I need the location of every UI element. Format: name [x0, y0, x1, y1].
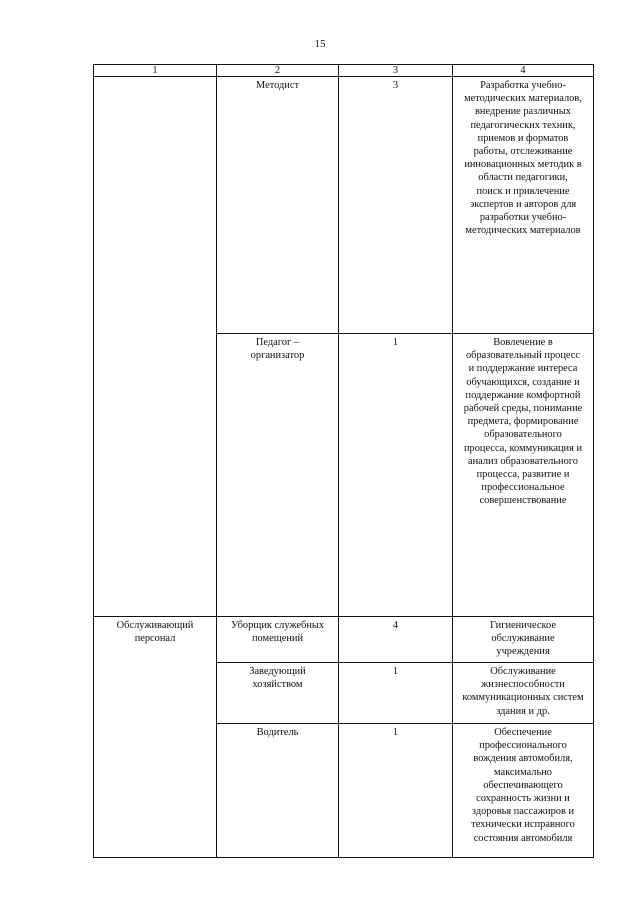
position-cell	[217, 334, 339, 617]
position-text: Уборщик служебных помещений	[230, 620, 325, 645]
duties-text: Вовлечение в образовательный процесс и поддержание интереса обучающихся, создание и поддержание комфортной рабочей среды, понимание предмета, формирование образовательного процесса, коммуникация и анализ образовательного процесса, развитие и профессиональное совершенствование	[463, 337, 583, 507]
count-cell: 3	[339, 77, 453, 334]
table-row	[94, 77, 594, 334]
duties-cell	[453, 663, 594, 724]
duties-text: Обеспечение профессионального вождения автомобиля, максимально обеспечивающего сохранность жизни и здоровья пассажиров и технически исправного состояния автомобиля	[471, 727, 575, 844]
duties-cell	[453, 724, 594, 858]
table-row	[94, 617, 594, 663]
duties-text: Обслуживание жизнеспособности коммуникационных систем здания и др.	[462, 666, 584, 717]
column-header-3: 3	[339, 65, 453, 77]
column-header-1: 1	[94, 65, 217, 77]
duties-text: Разработка учебно-методических материалов, внедрение различных педагогических техник, приемов и форматов работы, отслеживание инновационных методик в области педагогики, поиск и привлечение экспертов и авторов для разработки учебно-методических материалов	[464, 80, 582, 237]
table-header-row	[94, 65, 594, 77]
position-text: Заведующий хозяйством	[249, 666, 306, 691]
page-number: 15	[314, 38, 326, 50]
staff-table	[93, 64, 594, 858]
category-cell	[94, 77, 217, 617]
duties-cell	[453, 77, 594, 334]
position-cell	[217, 617, 339, 663]
category-text: Обслуживающий персонал	[116, 620, 194, 645]
position-cell	[217, 663, 339, 724]
count-cell: 4	[339, 617, 453, 663]
duties-text: Гигиеническое обслуживание учреждения	[490, 620, 556, 658]
column-header-2: 2	[217, 65, 339, 77]
position-cell: Методист	[217, 77, 339, 334]
category-cell	[94, 617, 217, 858]
duties-cell	[453, 334, 594, 617]
count-cell: 1	[339, 663, 453, 724]
duties-cell	[453, 617, 594, 663]
position-cell: Водитель	[217, 724, 339, 858]
position-text: Педагог – организатор	[250, 337, 305, 362]
column-header-4: 4	[453, 65, 594, 77]
count-cell: 1	[339, 724, 453, 858]
count-cell: 1	[339, 334, 453, 617]
